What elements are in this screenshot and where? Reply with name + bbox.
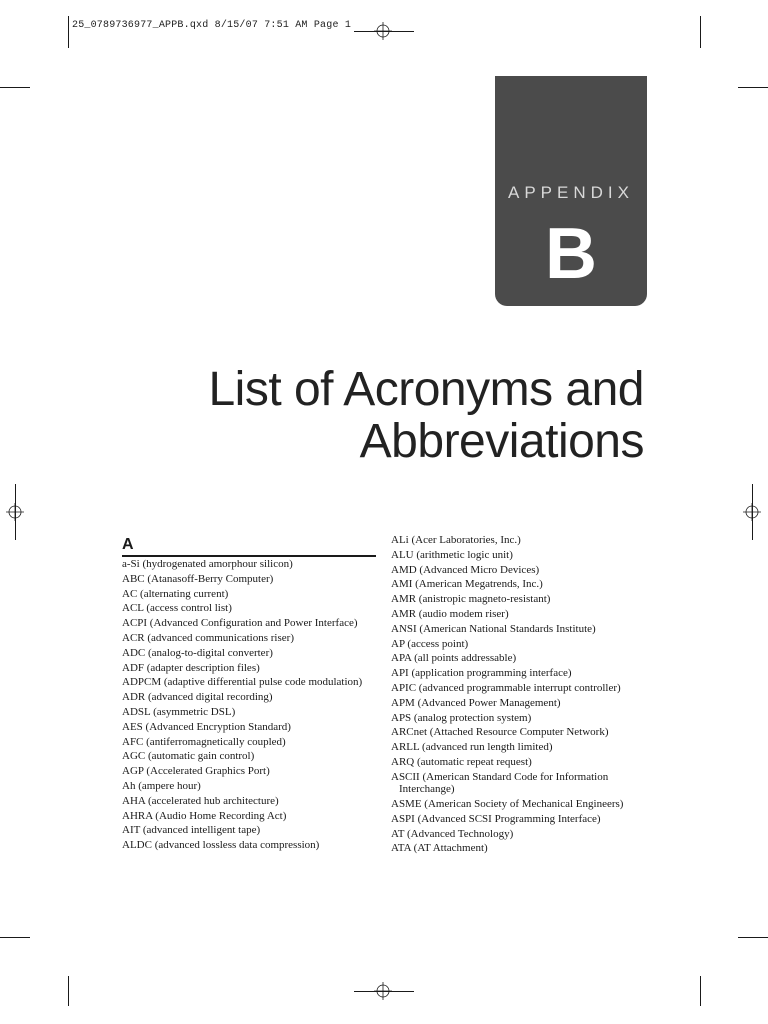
list-item: AMR (anistropic magneto-resistant) <box>391 593 551 606</box>
list-item: APA (all points addressable) <box>391 652 517 665</box>
section-heading: A <box>122 536 376 557</box>
list-item: ACL (access control list) <box>122 602 232 615</box>
acronym-column-right <box>391 534 653 857</box>
list-item: AGC (automatic gain control) <box>122 750 255 763</box>
list-item: ADC (analog-to-digital converter) <box>122 646 273 659</box>
list-item: APIC (advanced programmable interrupt controller) <box>391 681 621 694</box>
list-item: AP (access point) <box>391 637 469 650</box>
list-item: ASPI (Advanced SCSI Programming Interface) <box>391 812 601 825</box>
crop-mark <box>15 484 16 540</box>
page-title-line-2: Abbreviations <box>359 415 644 468</box>
list-item: API (application programming interface) <box>391 667 572 680</box>
list-item: ARCnet (Attached Resource Computer Network) <box>391 726 609 739</box>
list-item: ALDC (advanced lossless data compression) <box>122 839 320 852</box>
appendix-letter: B <box>545 214 597 294</box>
list-item: AMR (audio modem riser) <box>391 607 509 620</box>
list-item: ADSL (asymmetric DSL) <box>122 705 236 718</box>
list-item: ADR (advanced digital recording) <box>122 691 273 704</box>
list-item: AT (Advanced Technology) <box>391 827 514 840</box>
list-item: ADPCM (adaptive differential pulse code modulation) <box>122 676 363 689</box>
list-item: AC (alternating current) <box>122 587 229 600</box>
list-item: ASCII (American Standard Code for Information Interchange) <box>391 770 609 796</box>
list-item: ATA (AT Attachment) <box>391 842 488 855</box>
list-item: ACR (advanced communications riser) <box>122 631 294 644</box>
crop-mark <box>700 16 701 48</box>
list-item: AFC (antiferromagnetically coupled) <box>122 735 286 748</box>
list-item: ADF (adapter description files) <box>122 661 260 674</box>
list-item: AES (Advanced Encryption Standard) <box>122 720 291 733</box>
list-item: APS (analog protection system) <box>391 711 532 724</box>
page-title <box>208 364 644 468</box>
appendix-tab <box>495 76 647 306</box>
acronym-list <box>122 558 376 852</box>
list-item: AGP (Accelerated Graphics Port) <box>122 765 270 778</box>
list-item: Ah (ampere hour) <box>122 779 201 792</box>
list-item: ASME (American Society of Mechanical Engineers) <box>391 798 624 811</box>
page-title-line-1: List of Acronyms and <box>208 363 644 416</box>
crop-mark <box>738 87 768 88</box>
list-item: ARLL (advanced run length limited) <box>391 741 553 754</box>
crop-mark <box>354 31 414 32</box>
crop-mark <box>354 991 414 992</box>
list-item: ACPI (Advanced Configuration and Power Interface) <box>122 617 358 630</box>
acronym-list <box>391 534 653 855</box>
acronym-column-left <box>122 534 376 854</box>
crop-mark <box>738 937 768 938</box>
print-slug: 25_0789736977_APPB.qxd 8/15/07 7:51 AM Page 1 <box>72 20 352 31</box>
crop-mark <box>68 976 69 1006</box>
list-item: AIT (advanced intelligent tape) <box>122 824 261 837</box>
appendix-label: APPENDIX <box>508 183 634 202</box>
list-item: ABC (Atanasoff-Berry Computer) <box>122 572 274 585</box>
list-item: ALU (arithmetic logic unit) <box>391 548 513 561</box>
list-item: ARQ (automatic repeat request) <box>391 755 532 768</box>
crop-mark <box>0 937 30 938</box>
list-item: AMD (Advanced Micro Devices) <box>391 563 540 576</box>
list-item: AHA (accelerated hub architecture) <box>122 794 279 807</box>
list-item: ANSI (American National Standards Institute) <box>391 622 596 635</box>
crop-mark <box>68 16 69 48</box>
crop-mark <box>700 976 701 1006</box>
crop-mark <box>0 87 30 88</box>
crop-mark <box>752 484 753 540</box>
list-item: APM (Advanced Power Management) <box>391 696 561 709</box>
list-item: AHRA (Audio Home Recording Act) <box>122 809 287 822</box>
list-item: ALi (Acer Laboratories, Inc.) <box>391 534 521 546</box>
list-item: a-Si (hydrogenated amorphour silicon) <box>122 558 293 570</box>
list-item: AMI (American Megatrends, Inc.) <box>391 578 543 591</box>
